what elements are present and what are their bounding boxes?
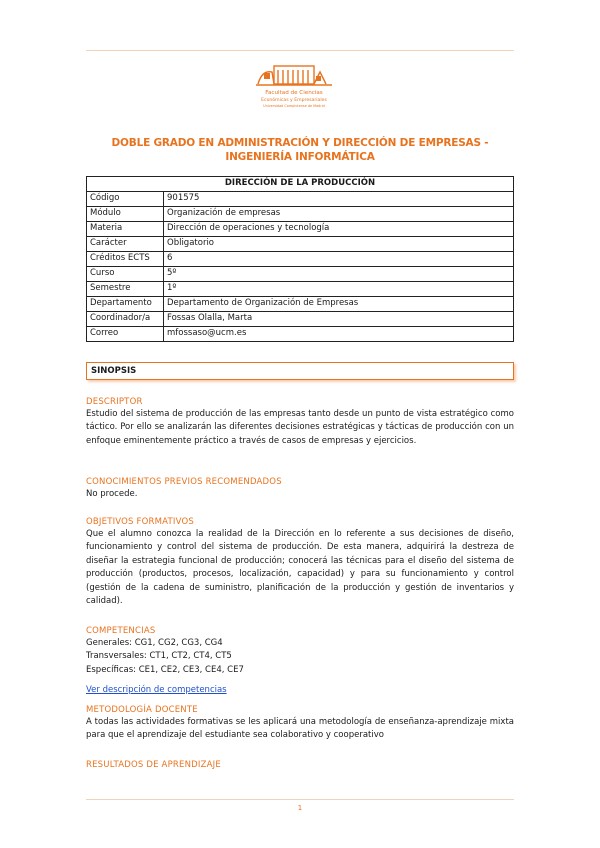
table-row: [87, 282, 514, 297]
results-section: [86, 759, 514, 771]
subject-name: DIRECCIÓN DE LA PRODUCCIÓN: [87, 177, 514, 192]
row-value: Fossas Olalla, Marta: [164, 312, 514, 327]
table-row: [87, 252, 514, 267]
descriptor-text: Estudio del sistema de producción de las empresas tanto desde un punto de vista estratégico como táctico. Por ello se analizarán las diferentes decisiones estratégicas y tácticas de producción con un enfoque eminentemente práctico a través de casos de empresas y ejercicios.: [86, 409, 514, 446]
table-row: [87, 207, 514, 222]
logo-text-line-3: Universidad Complutense de Madrid: [263, 104, 325, 108]
row-key: Código: [87, 192, 164, 207]
competencies-heading: COMPETENCIAS: [86, 626, 156, 636]
competencies-description-link[interactable]: Ver descripción de competencias: [86, 685, 227, 696]
table-row: [87, 222, 514, 237]
row-key: Semestre: [87, 282, 164, 297]
competencies-section: [86, 625, 514, 698]
prerequisites-section: [86, 476, 514, 501]
descriptor-heading: DESCRIPTOR: [86, 397, 143, 407]
table-row: [87, 192, 514, 207]
page-number: 1: [297, 804, 303, 812]
subject-info-table: [86, 176, 514, 342]
row-value: mfossaso@ucm.es: [164, 327, 514, 342]
table-row: [87, 237, 514, 252]
logo-text-line-2: Económicas y Empresariales: [261, 98, 327, 103]
table-row: [87, 327, 514, 342]
row-value: Departamento de Organización de Empresas: [164, 297, 514, 312]
sinopsis-header: SINOPSIS: [86, 362, 514, 380]
competencies-generales: Generales: CG1, CG2, CG3, CG4: [86, 638, 223, 648]
prerequisites-heading: CONOCIMIENTOS PREVIOS RECOMENDADOS: [86, 477, 282, 487]
methodology-text: A todas las actividades formativas se les aplicará una metodología de enseñanza-aprendizaje mixta para que el aprendizaje del estudiante sea colaborativo y cooperativo: [86, 717, 514, 741]
row-value: Organización de empresas: [164, 207, 514, 222]
row-key: Créditos ECTS: [87, 252, 164, 267]
row-value: Obligatorio: [164, 237, 514, 252]
row-value: Dirección de operaciones y tecnología: [164, 222, 514, 237]
subject-table-header-row: [87, 177, 514, 192]
descriptor-section: [86, 396, 514, 448]
row-key: Departamento: [87, 297, 164, 312]
competencies-transversales: Transversales: CT1, CT2, CT4, CT5: [86, 651, 232, 662]
methodology-section: [86, 704, 514, 743]
table-row: [87, 297, 514, 312]
faculty-building-logo-icon: [252, 58, 336, 114]
objectives-text: Que el alumno conozca la realidad de la Dirección en lo referente a sus decisiones de diseño, funcionamiento y control del sistema de producción. De esta manera, adquirirá la destreza de diseñar la estrategia funcional de producción; conocerá las técnicas para el diseño del sistema de producción (productos, procesos, localización, capacidad) y para su funcionamiento y control (gestión de la cadena de suministro, planificación de la producción y gestión de inventarios y calidad).: [86, 529, 514, 607]
row-key: Coordinador/a: [87, 312, 164, 327]
row-key: Correo: [87, 327, 164, 342]
row-value: 5º: [164, 267, 514, 282]
row-key: Materia: [87, 222, 164, 237]
results-heading: RESULTADOS DE APRENDIZAJE: [86, 760, 221, 770]
row-value: 1º: [164, 282, 514, 297]
prerequisites-text: No procede.: [86, 489, 138, 499]
objectives-heading: OBJETIVOS FORMATIVOS: [86, 517, 194, 527]
row-key: Módulo: [87, 207, 164, 222]
objectives-section: [86, 516, 514, 608]
row-value: 901575: [164, 192, 514, 207]
competencies-especificas: Específicas: CE1, CE2, CE3, CE4, CE7: [86, 664, 244, 675]
footer-rule: [86, 799, 514, 800]
degree-title: DOBLE GRADO EN ADMINISTRACIÓN Y DIRECCIÓN DE EMPRESAS - INGENIERÍA INFORMÁTICA: [111, 137, 489, 163]
methodology-heading: METODOLOGÍA DOCENTE: [86, 705, 198, 715]
row-key: Curso: [87, 267, 164, 282]
row-value: 6: [164, 252, 514, 267]
faculty-logo: [252, 58, 336, 114]
table-row: [87, 267, 514, 282]
header-rule: [86, 50, 514, 51]
logo-text-line-1: Facultad de Ciencias: [265, 90, 323, 96]
row-key: Carácter: [87, 237, 164, 252]
table-row: [87, 312, 514, 327]
